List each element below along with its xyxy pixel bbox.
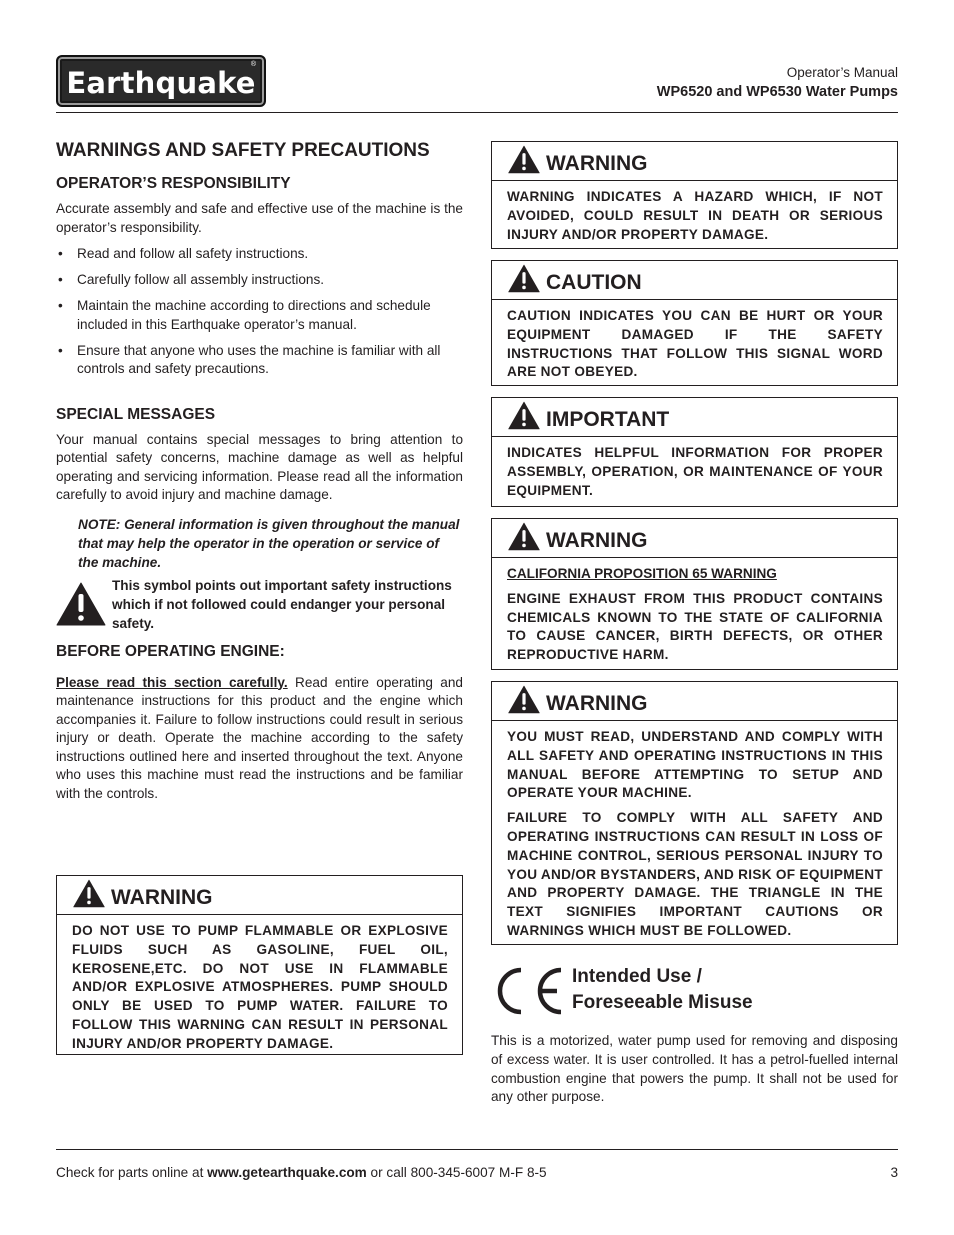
warning-box-comply	[491, 681, 898, 945]
list-item: • Ensure that anyone who uses the machine is familiar with all controls and safety precautions.	[58, 342, 441, 376]
registered-mark: ®	[250, 61, 256, 68]
warning-triangle-icon	[73, 879, 105, 908]
box-body	[492, 437, 897, 508]
caution-box	[491, 260, 898, 386]
bullet-icon: •	[58, 272, 63, 287]
warning-box-prop65	[491, 518, 898, 670]
intended-use-text: This is a motorized, water pump used for removing and disposing of excess water. It is user controlled. It has a petrol-fuelled internal combustion engine that powers the pump. It shall not be used for any other purpose.	[491, 1033, 898, 1105]
footer-url[interactable]: www.getearthquake.com	[207, 1165, 367, 1180]
box-text: YOU MUST READ, UNDERSTAND AND COMPLY WITH ALL SAFETY AND OPERATING INSTRUCTIONS IN THIS MANUAL BEFORE ATTEMPTING TO SETUP AND OPERATE YOUR MACHINE.	[507, 729, 883, 801]
list-item: • Read and follow all safety instructions.	[56, 245, 463, 264]
box-title: WARNING	[111, 886, 213, 909]
box-body	[492, 721, 897, 949]
warning-triangle-icon	[508, 522, 540, 551]
list-item: • Maintain the machine according to directions and schedule included in this Earthquake operator’s manual.	[58, 298, 431, 332]
warning-triangle-icon	[508, 401, 540, 430]
footer	[56, 1163, 898, 1183]
box-body	[492, 558, 897, 673]
read-carefully-lead: Please read this section carefully.	[56, 674, 288, 690]
footer-prefix: Check for parts online at	[56, 1165, 208, 1180]
box-text: WARNING INDICATES A HAZARD WHICH, IF NOT AVOIDED, COULD RESULT IN DEATH OR SERIOUS INJURY AND/OR PROPERTY DAMAGE.	[507, 189, 883, 242]
general-note: NOTE: General information is given throughout the manual that may help the operator in the operation or service of the machine.	[78, 516, 460, 570]
box-title: CAUTION	[546, 271, 642, 294]
list-item: • Carefully follow all assembly instructions.	[56, 271, 463, 290]
header-info	[657, 64, 898, 102]
header-rule	[56, 112, 898, 113]
box-header	[492, 398, 897, 437]
page-number: 3	[890, 1165, 898, 1180]
bullet-icon: •	[58, 342, 63, 358]
box-header	[492, 682, 897, 721]
box-header	[492, 142, 897, 181]
warning-triangle-icon	[508, 145, 540, 174]
model-title: WP6520 and WP6530 Water Pumps	[656, 84, 898, 100]
box-header	[492, 519, 897, 558]
safety-symbol-text: This symbol points out important safety instructions which if not followed could endanger your personal safety.	[112, 577, 452, 631]
box-title: WARNING	[546, 152, 648, 175]
box-body	[492, 300, 897, 390]
prop65-subheading: CALIFORNIA PROPOSITION 65 WARNING	[507, 566, 777, 581]
responsibility-heading: OPERATOR’S RESPONSIBILITY	[56, 175, 291, 192]
box-text: FAILURE TO COMPLY WITH ALL SAFETY AND OPERATING INSTRUCTIONS CAN RESULT IN LOSS OF MACHINE CONTROL, SERIOUS PERSONAL INJURY TO YOU AND/OR BYSTANDERS, AND RISK OF EQUIPMENT AND PROPERTY DAMAGE. THE TRIANGLE IN THE TEXT SIGNIFIES IMPORTANT CAUTIONS OR WARNINGS WHICH MUST BE FOLLOWED.	[507, 810, 883, 938]
warning-box-flammable	[56, 875, 463, 1055]
box-header	[492, 261, 897, 300]
before-operating-text: Please read this section carefully. Read entire operating and maintenance instructions for this product and the engine which accompanies it. Failure to follow instructions could result in serious injury or death. Operate the machine according to the safety instructions outlined here and inserted throughout the text. Anyone who uses this machine must read the instructions and be familiar with the controls.	[56, 674, 463, 801]
box-body	[492, 181, 897, 252]
box-title: WARNING	[546, 692, 648, 715]
before-operating-heading: BEFORE OPERATING ENGINE:	[56, 642, 285, 660]
bullet-icon: •	[58, 298, 63, 313]
footer-suffix: or call 800-345-6007 M-F 8-5	[366, 1165, 547, 1180]
ce-mark-icon	[491, 966, 565, 1016]
footer-rule	[56, 1149, 898, 1150]
box-body	[57, 915, 462, 1062]
logo-text: Earthquake	[66, 66, 256, 100]
special-messages-heading: SPECIAL MESSAGES	[56, 405, 216, 423]
important-box	[491, 397, 898, 507]
manual-label: Operator’s Manual	[786, 65, 898, 80]
box-text: CAUTION INDICATES YOU CAN BE HURT OR YOUR EQUIPMENT DAMAGED IF THE SAFETY INSTRUCTIONS THAT FOLLOW THIS SIGNAL WORD ARE NOT OBEYED.	[507, 308, 883, 380]
box-title: WARNING	[546, 529, 648, 552]
section-title: WARNINGS AND SAFETY PRECAUTIONS	[56, 140, 430, 161]
box-header	[57, 876, 462, 915]
warning-triangle-icon	[508, 685, 540, 714]
special-messages-text: Your manual contains special messages to bring attention to potential safety concerns, machine damage as well as helpful operating and servicing information. Please read all the information carefully to avoid injury and machine damage.	[56, 431, 463, 502]
warning-triangle-icon	[56, 582, 106, 626]
bullet-icon: •	[58, 246, 63, 261]
safety-symbol-row	[56, 576, 463, 634]
left-column	[56, 138, 463, 803]
warning-triangle-icon	[508, 264, 540, 293]
box-text: DO NOT USE TO PUMP FLAMMABLE OR EXPLOSIVE FLUIDS SUCH AS GASOLINE, FUEL OIL, KEROSENE,ETC. DO NOT USE IN FLAMMABLE AND/OR EXPLOSIVE ATMOSPHERES. PUMP SHOULD ONLY BE USED TO PUMP WATER. FAILURE TO FOLLOW THIS WARNING CAN RESULT IN PERSONAL INJURY AND/OR PROPERTY DAMAGE.	[72, 923, 448, 1051]
warning-box-definition	[491, 141, 898, 249]
box-text: INDICATES HELPFUL INFORMATION FOR PROPER ASSEMBLY, OPERATION, OR MAINTENANCE OF YOUR EQUIPMENT.	[507, 445, 883, 498]
box-title: IMPORTANT	[546, 408, 670, 431]
box-text: ENGINE EXHAUST FROM THIS PRODUCT CONTAINS CHEMICALS KNOWN TO THE STATE OF CALIFORNIA TO CAUSE CANCER, BIRTH DEFECTS, OR OTHER REPRODUCTIVE HARM.	[507, 590, 883, 663]
responsibility-intro: Accurate assembly and safe and effective use of the machine is the operator’s responsibility.	[56, 201, 463, 235]
responsibility-list	[56, 245, 463, 379]
intended-use-title: Intended Use / Foreseeable Misuse	[572, 966, 753, 1013]
earthquake-logo	[56, 55, 266, 107]
